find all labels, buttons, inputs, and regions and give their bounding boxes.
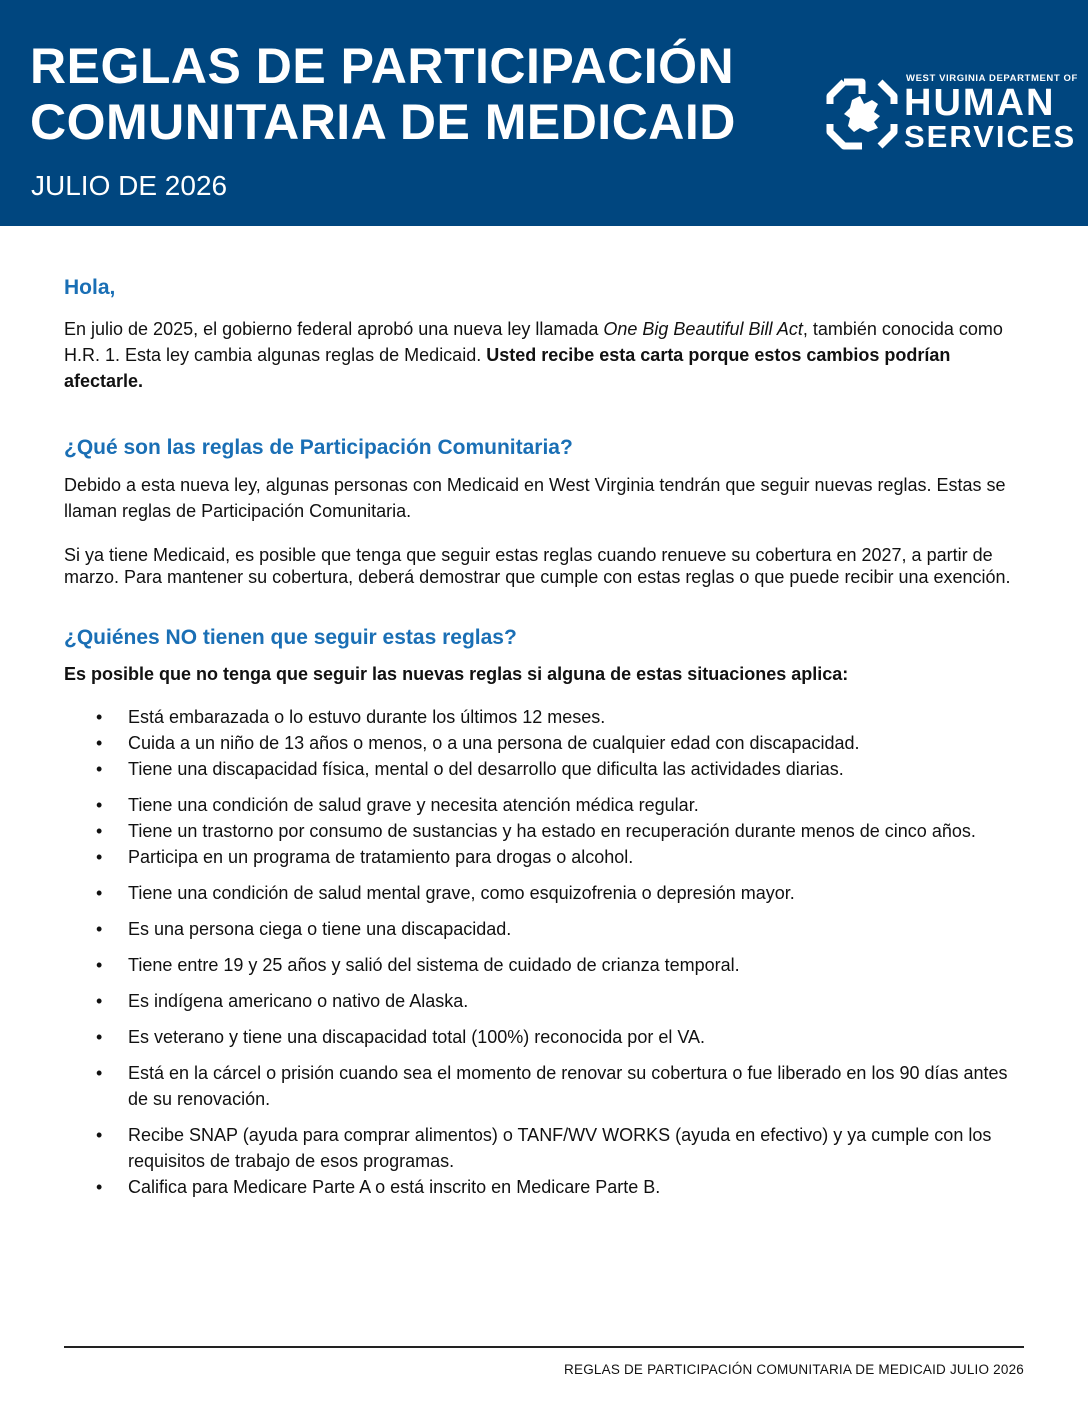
list-item bbox=[64, 952, 1024, 978]
list-item bbox=[64, 988, 1024, 1014]
list-item bbox=[64, 844, 1024, 870]
intro-emphasis: Usted recibe esta carta porque estos cambios podrían afectarle. bbox=[64, 345, 951, 391]
bullet-icon: • bbox=[96, 847, 103, 867]
list-item bbox=[64, 1024, 1024, 1050]
list-item bbox=[64, 1122, 1024, 1174]
bullet-icon: • bbox=[96, 1177, 103, 1197]
bullet-icon: • bbox=[96, 919, 103, 939]
logo-services-text: SERVICES bbox=[904, 119, 1077, 154]
header-banner bbox=[0, 0, 1088, 226]
intro-law-name: One Big Beautiful Bill Act bbox=[603, 319, 803, 339]
exemptions-list bbox=[64, 704, 1024, 1200]
list-item-text: Tiene una discapacidad física, mental o del desarrollo que dificulta las actividades diarias. bbox=[128, 759, 844, 779]
greeting: Hola, bbox=[64, 276, 116, 299]
title-line-1: REGLAS DE PARTICIPACIÓN bbox=[30, 38, 735, 94]
list-item-text: Es una persona ciega o tiene una discapacidad. bbox=[128, 919, 512, 939]
section-heading-who-not: ¿Quiénes NO tienen que seguir estas reglas? bbox=[64, 626, 517, 649]
page-title bbox=[30, 38, 736, 150]
list-item-text: Participa en un programa de tratamiento para drogas o alcohol. bbox=[128, 847, 634, 867]
bullet-icon: • bbox=[96, 1125, 103, 1145]
west-virginia-state-outline-icon bbox=[822, 74, 902, 154]
list-item bbox=[64, 880, 1024, 906]
exemptions-lead: Es posible que no tenga que seguir las nuevas reglas si alguna de estas situaciones aplica: bbox=[64, 664, 849, 684]
list-item-text: Califica para Medicare Parte A o está inscrito en Medicare Parte B. bbox=[128, 1177, 661, 1197]
list-item-text: Tiene una condición de salud grave y necesita atención médica regular. bbox=[128, 795, 699, 815]
list-item bbox=[64, 704, 1024, 730]
footer-text: REGLAS DE PARTICIPACIÓN COMUNITARIA DE MEDICAID JULIO 2026 bbox=[564, 1362, 1024, 1377]
list-item-text: Tiene un trastorno por consumo de sustancias y ha estado en recuperación durante menos de cinco años. bbox=[128, 821, 976, 841]
list-item bbox=[64, 1060, 1024, 1112]
logo-department-text: WEST VIRGINIA DEPARTMENT OF bbox=[906, 73, 1078, 84]
list-item-text: Es indígena americano o nativo de Alaska. bbox=[128, 991, 469, 1011]
section-what-paragraph-1: Debido a esta nueva ley, algunas personas con Medicaid en West Virginia tendrán que seguir nuevas reglas. Estas se llaman reglas de Participación Comunitaria. bbox=[64, 475, 1006, 521]
list-item-text: Recibe SNAP (ayuda para comprar alimentos) o TANF/WV WORKS (ayuda en efectivo) y ya cumple con los requisitos de trabajo de esos programas. bbox=[128, 1125, 992, 1171]
document-date: JULIO DE 2026 bbox=[31, 170, 228, 201]
list-item-text: Está en la cárcel o prisión cuando sea el momento de renovar su cobertura o fue liberado en los 90 días antes de su renovación. bbox=[128, 1063, 1008, 1109]
bullet-icon: • bbox=[96, 883, 103, 903]
bullet-icon: • bbox=[96, 821, 103, 841]
list-item bbox=[64, 916, 1024, 942]
list-item bbox=[64, 730, 1024, 756]
bullet-icon: • bbox=[96, 733, 103, 753]
bullet-icon: • bbox=[96, 795, 103, 815]
bullet-icon: • bbox=[96, 991, 103, 1011]
bullet-icon: • bbox=[96, 759, 103, 779]
section-what-paragraph-2: Si ya tiene Medicaid, es posible que tenga que seguir estas reglas cuando renueve su cobertura en 2027, a partir de marzo. Para mantener su cobertura, deberá demostrar que cumple con estas reglas o que puede recibir una exención. bbox=[64, 545, 1011, 587]
list-item-text: Cuida a un niño de 13 años o menos, o a una persona de cualquier edad con discapacidad. bbox=[128, 733, 860, 753]
intro-text-2: , también conocida como H.R. 1. Esta ley cambia algunas reglas de Medicaid. bbox=[64, 319, 1003, 365]
list-item bbox=[64, 756, 1024, 782]
list-item-text: Está embarazada o lo estuvo durante los últimos 12 meses. bbox=[128, 707, 606, 727]
intro-paragraph bbox=[64, 316, 1024, 394]
bullet-icon: • bbox=[96, 707, 103, 727]
list-item-text: Tiene entre 19 y 25 años y salió del sistema de cuidado de crianza temporal. bbox=[128, 955, 740, 975]
list-item bbox=[64, 792, 1024, 818]
bullet-icon: • bbox=[96, 955, 103, 975]
bullet-icon: • bbox=[96, 1027, 103, 1047]
intro-text-1: En julio de 2025, el gobierno federal aprobó una nueva ley llamada bbox=[64, 319, 604, 339]
dhs-logo bbox=[822, 70, 1078, 156]
logo-human-text: HUMAN bbox=[904, 82, 1056, 124]
title-line-2: COMUNITARIA DE MEDICAID bbox=[30, 94, 736, 150]
list-item-text: Es veterano y tiene una discapacidad total (100%) reconocida por el VA. bbox=[128, 1027, 706, 1047]
list-item-text: Tiene una condición de salud mental grave, como esquizofrenia o depresión mayor. bbox=[128, 883, 795, 903]
section-heading-what: ¿Qué son las reglas de Participación Comunitaria? bbox=[64, 436, 573, 459]
list-item bbox=[64, 818, 1024, 844]
letter-body bbox=[64, 276, 1024, 1200]
footer-divider bbox=[64, 1346, 1024, 1348]
bullet-icon: • bbox=[96, 1063, 103, 1083]
list-item bbox=[64, 1174, 1024, 1200]
